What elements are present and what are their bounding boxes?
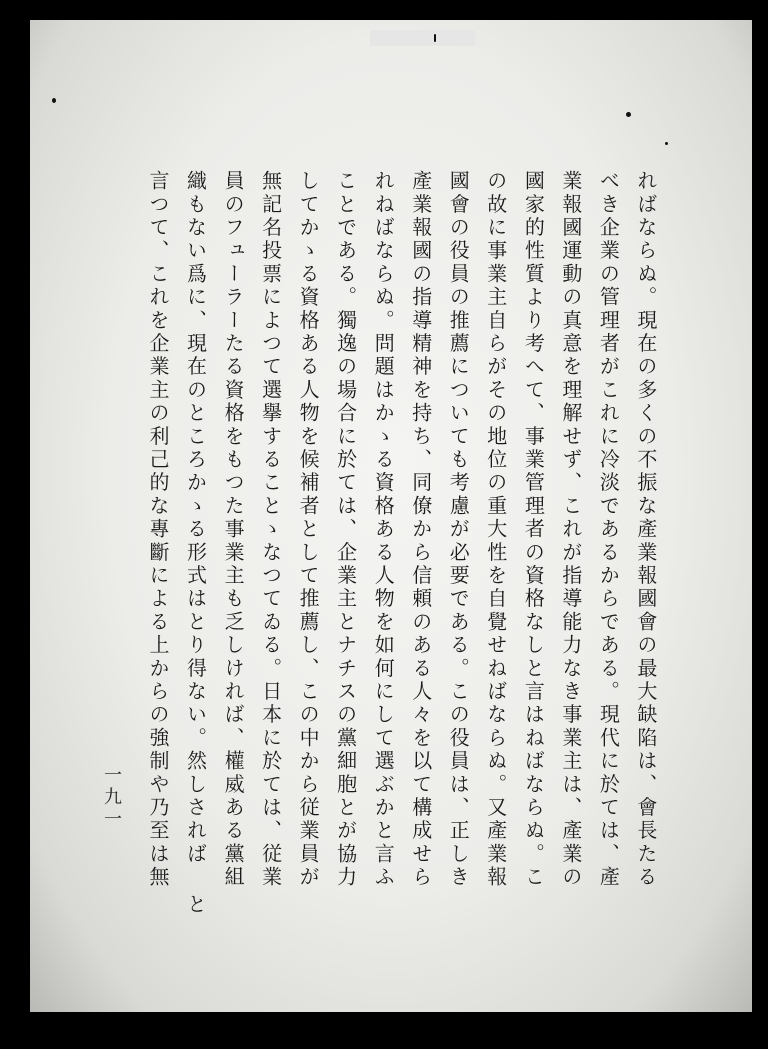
text-column: してかゝる資格ある人物を候補者として推薦し、この中から従業員が	[296, 170, 321, 890]
body-text	[142, 170, 662, 960]
ink-speck	[665, 142, 668, 145]
ink-speck	[626, 112, 631, 117]
text-column: 國家的性質より考へて、事業管理者の資格なしと言はねばならぬ。こ	[521, 170, 546, 890]
text-column: の故に事業主自らがその地位の重大性を自覺せねばならぬ。又產業報	[483, 170, 508, 890]
document-page	[30, 20, 752, 1012]
ink-speck	[434, 34, 436, 42]
page-tab-mark	[370, 30, 475, 46]
text-column: 產業報國の指導精神を持ち、同僚から信頼のある人々を以て構成せら	[408, 170, 433, 890]
text-column: 織もない爲に、現在のところかゝる形式はとり得ない。然しされば と	[183, 170, 208, 917]
text-column: 國會の役員の推薦についても考慮が必要である。この役員は、正しき	[446, 170, 471, 890]
text-column: 言つて、これを企業主の利己的な專斷による上からの強制や乃至は無	[146, 170, 170, 890]
text-column: ればならぬ。現在の多くの不振な產業報國會の最大缺陷は、會長たる	[633, 170, 658, 890]
ink-speck	[52, 98, 56, 103]
text-column: れねばならぬ。問題はかゝる資格ある人物を如何にして選ぶかと言ふ	[371, 170, 396, 890]
page-number: 一九一	[101, 765, 122, 831]
text-column: ことである。獨逸の場合に於ては、企業主とナチスの黨細胞とが協力	[333, 170, 358, 890]
text-column: 無記名投票によつて選擧することゝなつてゐる。日本に於ては、従業	[258, 170, 283, 890]
text-column: 業報國運動の真意を理解せず、これが指導能力なき事業主は、產業の	[558, 170, 583, 890]
text-column: べき企業の管理者がこれに冷淡であるからである。現代に於ては、產	[596, 170, 621, 890]
text-column: 員のフューラーたる資格をもつた事業主も乏しければ、權威ある黨組	[221, 170, 246, 890]
